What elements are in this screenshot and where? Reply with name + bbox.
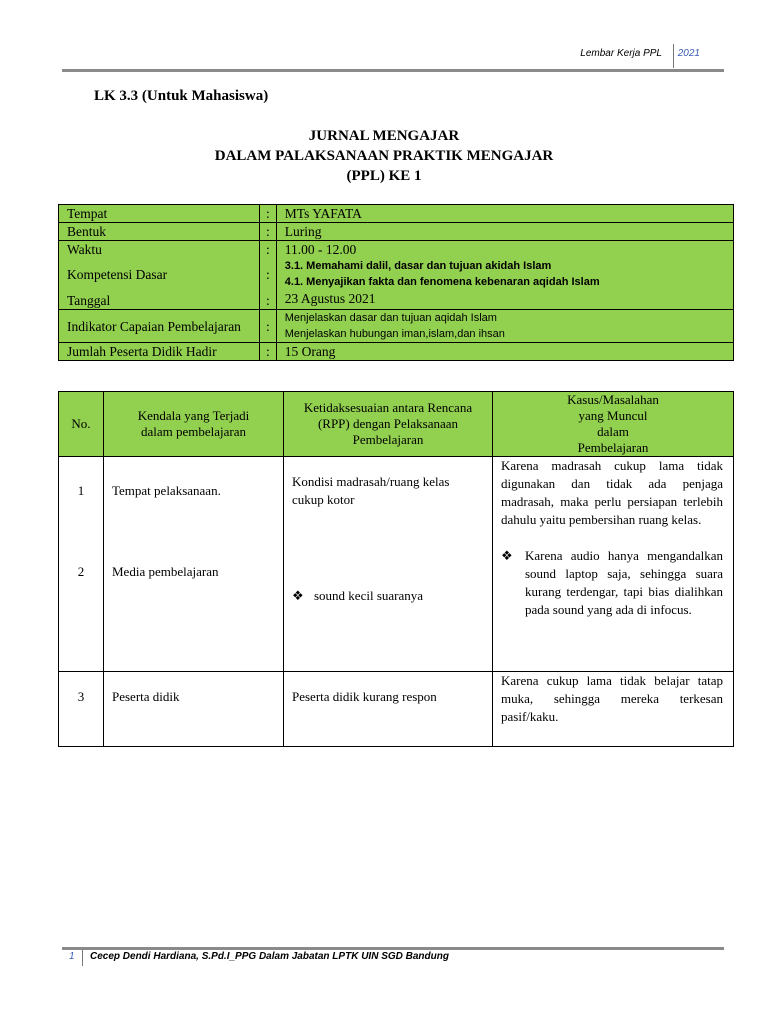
kd-label: Kompetensi Dasar (67, 267, 168, 282)
tanggal-value: 23 Agustus 2021 (284, 291, 376, 306)
header-no: No. (59, 392, 104, 457)
indikator-value-2: Menjelaskan hubungan iman,islam,dan ihsan (284, 328, 505, 340)
title-line-3: (PPL) KE 1 (346, 168, 422, 184)
row-1-kasus: Karena madrasah cukup lama tidak digunakan dan tidak ada penjaga madrasah, maka perlu persiapan terlebih dahulu yaitu pembersihan ruang kelas. (501, 458, 723, 527)
row-3-ketidaksesuaian-cell (284, 672, 493, 747)
row-no-cell (59, 457, 104, 672)
table-header-row (59, 392, 734, 457)
diamond-bullet-icon: ❖ (292, 588, 304, 603)
colon: : (260, 310, 277, 343)
title-line-2: DALAM PALAKSANAAN PRAKTIK MENGAJAR (214, 148, 554, 164)
header-doc-label: Lembar Kerja PPL (580, 48, 662, 59)
row-kasus-cell (493, 457, 734, 672)
waktu-kd-tanggal-values (276, 241, 733, 310)
row-2-ketidaksesuaian-text: sound kecil suaranya (314, 588, 424, 603)
document-title (0, 126, 768, 186)
header-rule (62, 69, 724, 72)
tempat-label: Tempat (59, 205, 260, 223)
colon: : (266, 242, 270, 257)
info-row-indikator (59, 310, 734, 343)
journal-table (58, 391, 734, 747)
tempat-value: MTs YAFATA (276, 205, 733, 223)
colon: : (266, 293, 270, 308)
table-row (59, 672, 734, 747)
info-table (58, 204, 734, 361)
row-1-kendala: Tempat pelaksanaan. (112, 483, 221, 498)
row-2-kasus-text: Karena audio hanya mengandalkan sound laptop saja, sehingga suara kurang terdengar, tapi bias dialihkan pada sound yang ada di infocus. (525, 548, 723, 617)
kd-value-2: 4.1. Menyajikan fakta dan fenomena kebenaran aqidah Islam (284, 276, 600, 288)
colon: : (260, 205, 277, 223)
row-2-no: 2 (77, 564, 85, 579)
title-line-1: JURNAL MENGAJAR (308, 128, 460, 144)
row-2-ketidaksesuaian (292, 581, 484, 605)
header-kasus: Kasus/Masalahan yang Muncul dalam Pembelajaran (493, 392, 734, 457)
indikator-label: Indikator Capaian Pembelajaran (59, 310, 260, 343)
header-kendala: Kendala yang Terjadi dalam pembelajaran (104, 392, 284, 457)
row-ketidaksesuaian-cell (284, 457, 493, 672)
jumlah-label: Jumlah Peserta Didik Hadir (59, 343, 260, 361)
jumlah-value: 15 Orang (276, 343, 733, 361)
bentuk-label: Bentuk (59, 223, 260, 241)
info-row-bentuk (59, 223, 734, 241)
header-year: 2021 (677, 48, 700, 59)
indikator-value-1: Menjelaskan dasar dan tujuan aqidah Islam (284, 312, 497, 324)
waktu-label: Waktu (67, 242, 102, 257)
page-header (62, 44, 724, 64)
row-3-kendala: Peserta didik (112, 689, 180, 704)
row-1-no: 1 (77, 483, 85, 498)
row-3-no: 3 (77, 689, 85, 704)
colon: : (260, 343, 277, 361)
table-row (59, 457, 734, 672)
indikator-values (276, 310, 733, 343)
waktu-value: 11.00 - 12.00 (284, 242, 357, 257)
info-row-jumlah (59, 343, 734, 361)
row-3-kasus: Karena cukup lama tidak belajar tatap muka, sehingga mereka terkesan pasif/kaku. (501, 673, 723, 724)
row-3-kasus-cell (493, 672, 734, 747)
page-number: 1 (69, 951, 75, 962)
lk-title: LK 3.3 (Untuk Mahasiswa) (94, 88, 269, 104)
colon: : (266, 267, 270, 282)
kd-value-1: 3.1. Memahami dalil, dasar dan tujuan akidah Islam (284, 260, 552, 272)
header-ketidaksesuaian: Ketidaksesuaian antara Rencana (RPP) dengan Pelaksanaan Pembelajaran (284, 392, 493, 457)
row-1-ketidaksesuaian: Kondisi madrasah/ruang kelas cukup kotor (292, 474, 450, 507)
footer-author: Cecep Dendi Hardiana, S.Pd.I_PPG Dalam Jabatan LPTK UIN SGD Bandung (90, 951, 449, 962)
row-kendala-cell (104, 457, 284, 672)
info-row-waktu-kd-tanggal (59, 241, 734, 310)
header-separator (673, 44, 674, 68)
row-2-kasus (501, 529, 723, 619)
diamond-bullet-icon: ❖ (501, 548, 513, 563)
row-3-no-cell (59, 672, 104, 747)
row-2-kendala: Media pembelajaran (112, 564, 219, 579)
footer-rule (62, 947, 724, 950)
colon-group (260, 241, 277, 310)
colon: : (260, 223, 277, 241)
row-3-kendala-cell (104, 672, 284, 747)
footer-separator (82, 950, 83, 966)
waktu-kd-tanggal-labels (59, 241, 260, 310)
row-3-ketidaksesuaian: Peserta didik kurang respon (292, 689, 437, 704)
bentuk-value: Luring (276, 223, 733, 241)
info-row-tempat (59, 205, 734, 223)
tanggal-label: Tanggal (67, 293, 111, 308)
